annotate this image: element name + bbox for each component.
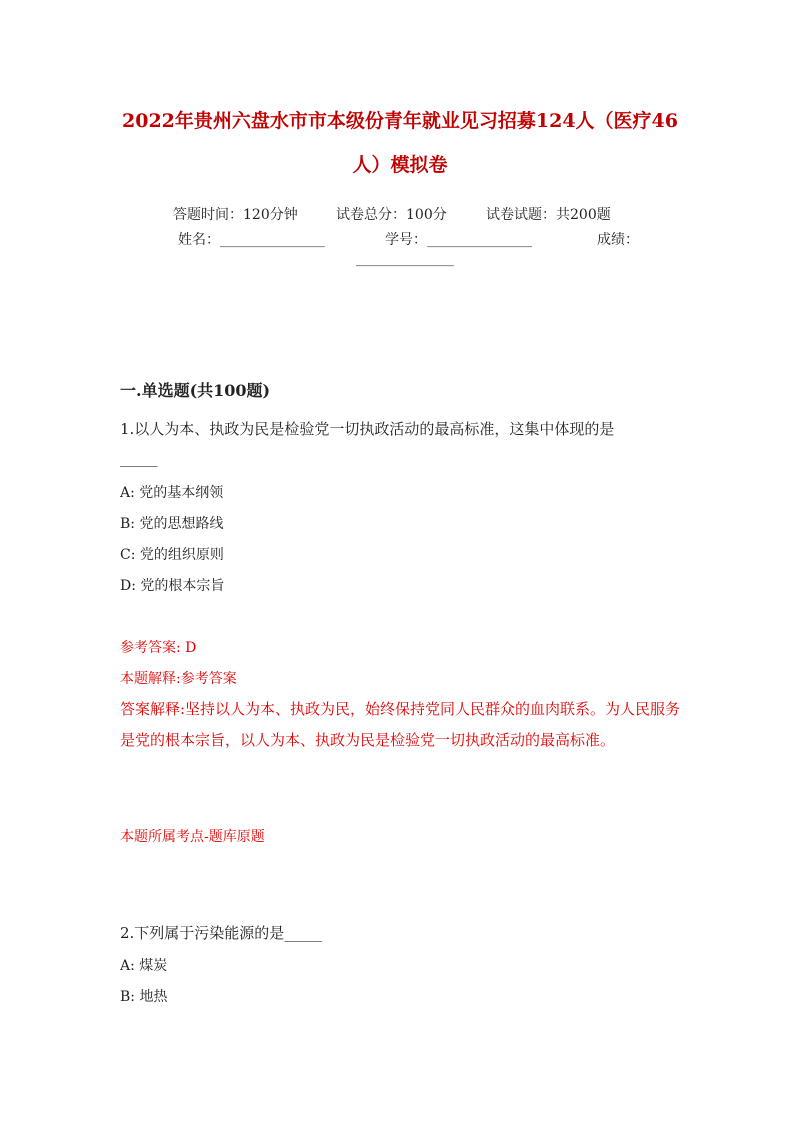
score-blank: ______________ bbox=[356, 251, 454, 267]
exam-time: 答题时间：120分钟 bbox=[173, 207, 298, 223]
question-1-explanation: 答案解释:坚持以人为本、执政为民，始终保持党同人民群众的血肉联系。为人民服务是党的根本宗旨，以人为本、执政为民是检验党一切执政活动的最高标准。 bbox=[120, 700, 681, 749]
question-1-topic: 本题所属考点-题库原题 bbox=[120, 829, 265, 845]
student-id-field: 学号：_______________ bbox=[385, 232, 532, 248]
question-1-explanation-title: 本题解释:参考答案 bbox=[120, 671, 237, 687]
doc-title-line1: 2022年贵州六盘水市市本级份青年就业见习招募124人（医疗46 bbox=[122, 110, 678, 132]
doc-title-line2: 人）模拟卷 bbox=[352, 154, 448, 176]
question-1-option-d: D: 党的根本宗旨 bbox=[120, 578, 225, 594]
question-1-stem: 1.以人为本、执政为民是检验党一切执政活动的最高标准，这集中体现的是 bbox=[120, 420, 615, 438]
question-1-option-a: A: 党的基本纲领 bbox=[120, 485, 224, 501]
question-1-option-c: C: 党的组织原则 bbox=[120, 547, 224, 563]
score-field: 成绩： bbox=[597, 232, 639, 248]
section-heading: 一.单选题(共100题) bbox=[120, 381, 271, 400]
exam-total-score: 试卷总分：100分 bbox=[336, 207, 447, 223]
question-1-answer: 参考答案: D bbox=[120, 640, 197, 656]
question-2-option-a: A: 煤炭 bbox=[120, 958, 168, 974]
question-1-option-b: B: 党的思想路线 bbox=[120, 516, 224, 532]
question-1-blank: _____ bbox=[120, 449, 158, 467]
question-2-option-b: B: 地热 bbox=[120, 989, 168, 1005]
exam-question-count: 试卷试题：共200题 bbox=[486, 207, 611, 223]
question-2-stem: 2.下列属于污染能源的是_____ bbox=[120, 924, 322, 942]
name-field: 姓名：_______________ bbox=[178, 232, 325, 248]
